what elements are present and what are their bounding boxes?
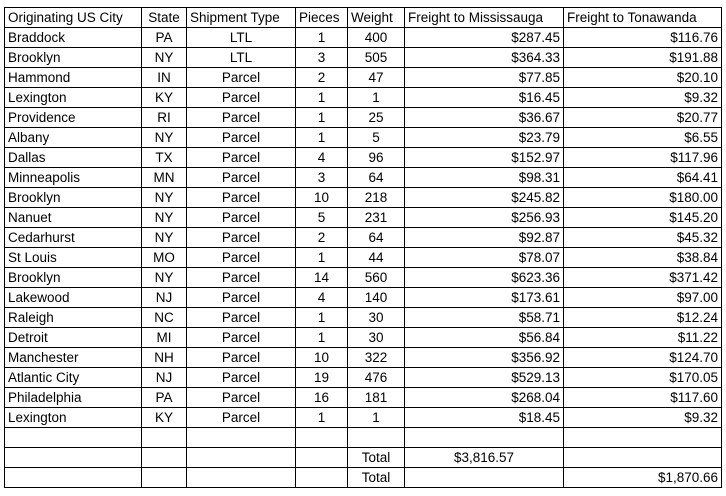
empty-cell[interactable] <box>142 448 187 468</box>
cell-shipment-type[interactable]: LTL <box>187 28 296 48</box>
cell-freight-tonawanda[interactable]: $12.24 <box>564 308 722 328</box>
cell-freight-mississauga[interactable]: $287.45 <box>405 28 564 48</box>
cell-pieces[interactable]: 16 <box>296 388 348 408</box>
table-row <box>5 328 722 348</box>
cell-freight-tonawanda[interactable]: $371.42 <box>564 268 722 288</box>
cell-weight[interactable]: 1 <box>348 88 405 108</box>
cell-freight-tonawanda[interactable]: $9.32 <box>564 408 722 428</box>
cell-pieces[interactable]: 5 <box>296 208 348 228</box>
cell-city[interactable]: Brooklyn <box>5 268 142 288</box>
cell-pieces[interactable]: 2 <box>296 228 348 248</box>
cell-freight-tonawanda[interactable]: $64.41 <box>564 168 722 188</box>
cell-freight-tonawanda[interactable]: $45.32 <box>564 228 722 248</box>
cell-pieces[interactable]: 10 <box>296 348 348 368</box>
table-row <box>5 108 722 128</box>
cell-pieces[interactable]: 4 <box>296 288 348 308</box>
cell-weight[interactable]: 181 <box>348 388 405 408</box>
cell-weight[interactable]: 218 <box>348 188 405 208</box>
cell-weight[interactable]: 25 <box>348 108 405 128</box>
cell-weight[interactable]: 505 <box>348 48 405 68</box>
empty-cell[interactable] <box>5 448 142 468</box>
empty-cell[interactable] <box>187 428 296 448</box>
cell-city[interactable]: Lakewood <box>5 288 142 308</box>
cell-city[interactable]: Nanuet <box>5 208 142 228</box>
table-row <box>5 408 722 428</box>
cell-shipment-type[interactable]: Parcel <box>187 188 296 208</box>
cell-freight-mississauga[interactable]: $16.45 <box>405 88 564 108</box>
cell-weight[interactable]: 476 <box>348 368 405 388</box>
cell-city[interactable]: Dallas <box>5 148 142 168</box>
cell-pieces[interactable]: 1 <box>296 108 348 128</box>
cell-pieces[interactable]: 1 <box>296 328 348 348</box>
cell-shipment-type[interactable]: Parcel <box>187 128 296 148</box>
empty-cell[interactable] <box>5 468 142 488</box>
cell-shipment-type[interactable]: Parcel <box>187 408 296 428</box>
cell-freight-mississauga[interactable]: $92.87 <box>405 228 564 248</box>
cell-weight[interactable]: 96 <box>348 148 405 168</box>
cell-state[interactable]: MN <box>142 168 187 188</box>
table-row <box>5 288 722 308</box>
header-row <box>5 8 722 28</box>
cell-freight-tonawanda[interactable]: $117.60 <box>564 388 722 408</box>
total-mississauga[interactable]: $3,816.57 <box>405 448 564 468</box>
cell-pieces[interactable]: 19 <box>296 368 348 388</box>
cell-state[interactable]: MI <box>142 328 187 348</box>
cell-freight-mississauga[interactable]: $623.36 <box>405 268 564 288</box>
cell-shipment-type[interactable]: Parcel <box>187 208 296 228</box>
cell-freight-mississauga[interactable]: $268.04 <box>405 388 564 408</box>
cell-state[interactable]: NY <box>142 228 187 248</box>
total-row-tonawanda <box>5 468 722 488</box>
cell-shipment-type[interactable]: Parcel <box>187 308 296 328</box>
cell-freight-tonawanda[interactable]: $116.76 <box>564 28 722 48</box>
table-row <box>5 228 722 248</box>
cell-city[interactable]: Brooklyn <box>5 48 142 68</box>
empty-cell[interactable] <box>405 468 564 488</box>
cell-freight-tonawanda[interactable]: $97.00 <box>564 288 722 308</box>
cell-city[interactable]: Cedarhurst <box>5 228 142 248</box>
cell-city[interactable]: St Louis <box>5 248 142 268</box>
empty-cell[interactable] <box>187 448 296 468</box>
table-row <box>5 48 722 68</box>
cell-state[interactable]: IN <box>142 68 187 88</box>
cell-city[interactable]: Raleigh <box>5 308 142 328</box>
cell-state[interactable]: PA <box>142 28 187 48</box>
cell-pieces[interactable]: 1 <box>296 28 348 48</box>
empty-cell[interactable] <box>348 428 405 448</box>
cell-city[interactable]: Atlantic City <box>5 368 142 388</box>
cell-weight[interactable]: 47 <box>348 68 405 88</box>
cell-shipment-type[interactable]: Parcel <box>187 228 296 248</box>
cell-pieces[interactable]: 2 <box>296 68 348 88</box>
cell-city[interactable]: Minneapolis <box>5 168 142 188</box>
cell-pieces[interactable]: 1 <box>296 308 348 328</box>
header-weight[interactable]: Weight <box>348 8 405 28</box>
cell-city[interactable]: Brooklyn <box>5 188 142 208</box>
cell-city[interactable]: Albany <box>5 128 142 148</box>
cell-city[interactable]: Lexington <box>5 88 142 108</box>
cell-freight-tonawanda[interactable]: $6.55 <box>564 128 722 148</box>
cell-freight-tonawanda[interactable]: $20.77 <box>564 108 722 128</box>
cell-weight[interactable]: 1 <box>348 408 405 428</box>
table-row <box>5 88 722 108</box>
cell-freight-mississauga[interactable]: $152.97 <box>405 148 564 168</box>
empty-cell[interactable] <box>564 428 722 448</box>
cell-state[interactable]: NY <box>142 268 187 288</box>
table-row <box>5 168 722 188</box>
cell-shipment-type[interactable]: Parcel <box>187 168 296 188</box>
empty-cell[interactable] <box>296 448 348 468</box>
cell-pieces[interactable]: 10 <box>296 188 348 208</box>
cell-weight[interactable]: 30 <box>348 308 405 328</box>
cell-state[interactable]: NY <box>142 48 187 68</box>
cell-weight[interactable]: 44 <box>348 248 405 268</box>
total-label[interactable]: Total <box>348 448 405 468</box>
cell-shipment-type[interactable]: Parcel <box>187 248 296 268</box>
cell-freight-mississauga[interactable]: $245.82 <box>405 188 564 208</box>
table-row <box>5 68 722 88</box>
cell-weight[interactable]: 400 <box>348 28 405 48</box>
cell-shipment-type[interactable]: Parcel <box>187 328 296 348</box>
table-row <box>5 308 722 328</box>
cell-freight-tonawanda[interactable]: $38.84 <box>564 248 722 268</box>
cell-weight[interactable]: 30 <box>348 328 405 348</box>
spreadsheet <box>4 7 722 488</box>
table-row <box>5 188 722 208</box>
cell-weight[interactable]: 64 <box>348 228 405 248</box>
cell-shipment-type[interactable]: LTL <box>187 48 296 68</box>
cell-pieces[interactable]: 3 <box>296 48 348 68</box>
cell-freight-mississauga[interactable]: $256.93 <box>405 208 564 228</box>
cell-city[interactable]: Manchester <box>5 348 142 368</box>
cell-weight[interactable]: 140 <box>348 288 405 308</box>
cell-freight-mississauga[interactable]: $98.31 <box>405 168 564 188</box>
cell-state[interactable]: NC <box>142 308 187 328</box>
cell-shipment-type[interactable]: Parcel <box>187 88 296 108</box>
cell-state[interactable]: NY <box>142 128 187 148</box>
cell-pieces[interactable]: 1 <box>296 248 348 268</box>
cell-state[interactable]: NJ <box>142 368 187 388</box>
cell-freight-mississauga[interactable]: $18.45 <box>405 408 564 428</box>
cell-freight-mississauga[interactable]: $58.71 <box>405 308 564 328</box>
total-tonawanda[interactable]: $1,870.66 <box>564 468 722 488</box>
empty-cell[interactable] <box>296 468 348 488</box>
cell-freight-mississauga[interactable]: $23.79 <box>405 128 564 148</box>
cell-freight-mississauga[interactable]: $77.85 <box>405 68 564 88</box>
table-row <box>5 248 722 268</box>
header-state[interactable]: State <box>142 8 187 28</box>
total-row-mississauga <box>5 448 722 468</box>
cell-state[interactable]: NY <box>142 188 187 208</box>
cell-freight-mississauga[interactable]: $173.61 <box>405 288 564 308</box>
cell-state[interactable]: NJ <box>142 288 187 308</box>
freight-table <box>4 7 722 488</box>
cell-state[interactable]: RI <box>142 108 187 128</box>
cell-pieces[interactable]: 1 <box>296 128 348 148</box>
header-originating-city[interactable]: Originating US City <box>5 8 142 28</box>
empty-cell[interactable] <box>564 448 722 468</box>
cell-freight-mississauga[interactable]: $356.92 <box>405 348 564 368</box>
cell-state[interactable]: MO <box>142 248 187 268</box>
empty-cell[interactable] <box>296 428 348 448</box>
table-row <box>5 388 722 408</box>
empty-cell[interactable] <box>142 468 187 488</box>
cell-shipment-type[interactable]: Parcel <box>187 148 296 168</box>
cell-pieces[interactable]: 1 <box>296 408 348 428</box>
cell-pieces[interactable]: 14 <box>296 268 348 288</box>
cell-state[interactable]: KY <box>142 88 187 108</box>
cell-freight-mississauga[interactable]: $364.33 <box>405 48 564 68</box>
cell-shipment-type[interactable]: Parcel <box>187 288 296 308</box>
cell-city[interactable]: Providence <box>5 108 142 128</box>
cell-shipment-type[interactable]: Parcel <box>187 368 296 388</box>
empty-cell[interactable] <box>5 428 142 448</box>
cell-weight[interactable]: 64 <box>348 168 405 188</box>
cell-freight-mississauga[interactable]: $78.07 <box>405 248 564 268</box>
empty-cell[interactable] <box>187 468 296 488</box>
cell-freight-tonawanda[interactable]: $170.05 <box>564 368 722 388</box>
empty-cell[interactable] <box>405 428 564 448</box>
table-row <box>5 368 722 388</box>
empty-cell[interactable] <box>142 428 187 448</box>
cell-freight-mississauga[interactable]: $56.84 <box>405 328 564 348</box>
table-row <box>5 268 722 288</box>
cell-shipment-type[interactable]: Parcel <box>187 108 296 128</box>
header-pieces[interactable]: Pieces <box>296 8 348 28</box>
cell-freight-tonawanda[interactable]: $117.96 <box>564 148 722 168</box>
cell-freight-tonawanda[interactable]: $9.32 <box>564 88 722 108</box>
table-row <box>5 148 722 168</box>
cell-weight[interactable]: 560 <box>348 268 405 288</box>
cell-city[interactable]: Philadelphia <box>5 388 142 408</box>
cell-pieces[interactable]: 4 <box>296 148 348 168</box>
cell-weight[interactable]: 5 <box>348 128 405 148</box>
table-row <box>5 208 722 228</box>
cell-pieces[interactable]: 3 <box>296 168 348 188</box>
cell-city[interactable]: Detroit <box>5 328 142 348</box>
cell-state[interactable]: NY <box>142 208 187 228</box>
cell-shipment-type[interactable]: Parcel <box>187 268 296 288</box>
cell-freight-tonawanda[interactable]: $20.10 <box>564 68 722 88</box>
cell-shipment-type[interactable]: Parcel <box>187 348 296 368</box>
table-row <box>5 28 722 48</box>
cell-shipment-type[interactable]: Parcel <box>187 68 296 88</box>
header-freight-mississauga[interactable]: Freight to Mississauga <box>405 8 564 28</box>
total-label[interactable]: Total <box>348 468 405 488</box>
table-row <box>5 128 722 148</box>
cell-freight-tonawanda[interactable]: $180.00 <box>564 188 722 208</box>
cell-state[interactable]: NH <box>142 348 187 368</box>
table-row <box>5 348 722 368</box>
cell-city[interactable]: Braddock <box>5 28 142 48</box>
cell-weight[interactable]: 322 <box>348 348 405 368</box>
cell-freight-tonawanda[interactable]: $124.70 <box>564 348 722 368</box>
cell-state[interactable]: PA <box>142 388 187 408</box>
header-shipment-type[interactable]: Shipment Type <box>187 8 296 28</box>
cell-freight-mississauga[interactable]: $529.13 <box>405 368 564 388</box>
cell-freight-tonawanda[interactable]: $11.22 <box>564 328 722 348</box>
header-freight-tonawanda[interactable]: Freight to Tonawanda <box>564 8 722 28</box>
cell-freight-tonawanda[interactable]: $191.88 <box>564 48 722 68</box>
cell-state[interactable]: TX <box>142 148 187 168</box>
cell-state[interactable]: KY <box>142 408 187 428</box>
cell-shipment-type[interactable]: Parcel <box>187 388 296 408</box>
blank-row <box>5 428 722 448</box>
cell-weight[interactable]: 231 <box>348 208 405 228</box>
cell-city[interactable]: Lexington <box>5 408 142 428</box>
cell-city[interactable]: Hammond <box>5 68 142 88</box>
cell-freight-tonawanda[interactable]: $145.20 <box>564 208 722 228</box>
cell-freight-mississauga[interactable]: $36.67 <box>405 108 564 128</box>
cell-pieces[interactable]: 1 <box>296 88 348 108</box>
